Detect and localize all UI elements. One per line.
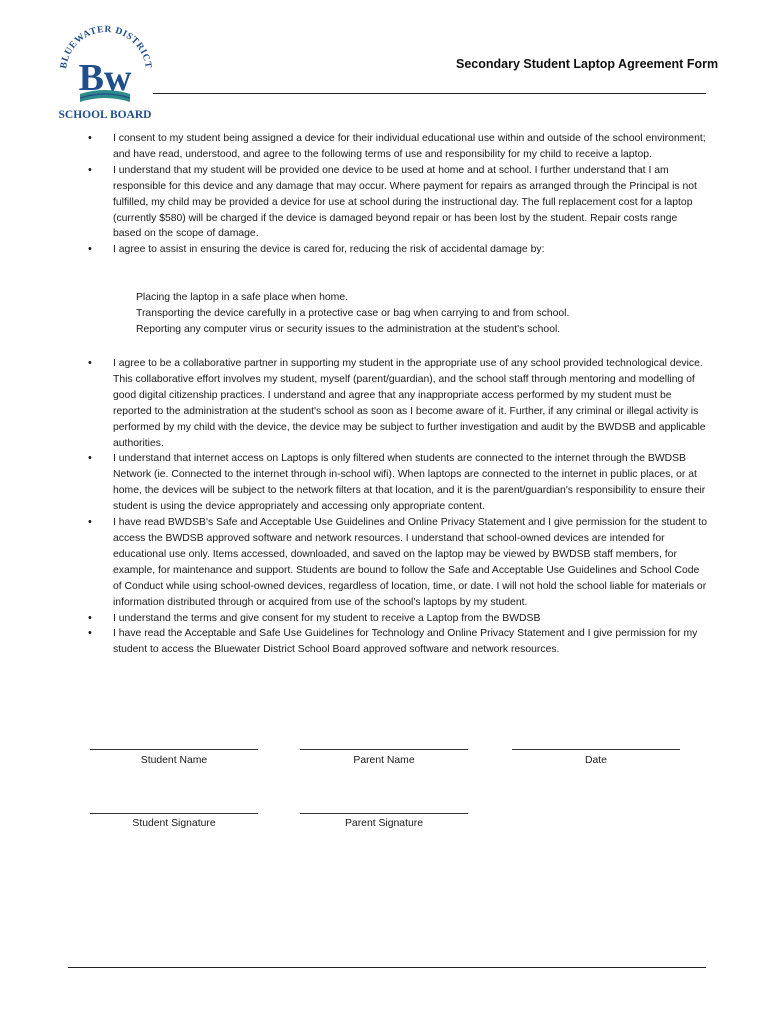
list-item: • I understand that my student will be provided one device to be used at home and at school. I further understand that I am responsible for this device and any damage that may occur. Where payment for repairs as arranged through the Principal is not fulfilled, my child may be provided a device for use at school during the instructional day. The full replacement cost for a laptop (currently $580) will be charged if the device is damaged beyond repair or has been lost by the student. Repair costs range based on the scope of damage.: [88, 163, 708, 243]
consent-list: [88, 131, 708, 258]
footer-divider: [68, 967, 706, 968]
list-item: • I agree to be a collaborative partner in supporting my student in the appropriate use of any school provided technological device. This collaborative effort involves my student, myself (parent/guardian), and the school staff through mentoring and modelling of good digital citizenship practices. I understand and agree that any inappropriate access performed by my student must be reported to the administration at the student's school as soon as I become aware of it. Further, if any criminal or illegal activity is performed by my child with the device, the device may be subject to further investigation and audit by the BWDSB and applicable authorities.: [88, 356, 708, 451]
logo-monogram: Bw: [78, 57, 132, 99]
date-label: Date: [585, 755, 607, 766]
student-signature-field[interactable]: [90, 813, 258, 814]
student-signature-label: Student Signature: [132, 818, 216, 829]
date-field[interactable]: [512, 749, 680, 750]
list-item: • I consent to my student being assigned a device for their individual educational use within and outside of the school environment; and have read, understood, and agree to the following terms of use and responsibility for my child to receive a laptop.: [88, 131, 708, 163]
list-item: • I understand the terms and give consent for my student to receive a Laptop from the BWDSB: [88, 611, 708, 627]
logo-arc-text: BLUEWATER DISTRICT: [59, 24, 153, 70]
parent-signature-field[interactable]: [300, 813, 468, 814]
student-name-label: Student Name: [140, 755, 208, 766]
care-step: Reporting any computer virus or security issues to the administration at the student's school.: [136, 323, 561, 335]
list-item: • I have read BWDSB's Safe and Acceptable Use Guidelines and Online Privacy Statement and I give permission for the student to access the BWDSB approved software and network resources. I understand that school-owned devices are intended for educational use only. Items accessed, downloaded, and saved on the laptop may be viewed by BWDSB staff members, for example, for maintenance and support. Students are bound to follow the Safe and Acceptable Use Guidelines and School Code of Conduct while using school-owned devices, regardless of location, time, or date. I will not hold the school liable for materials or information distributed through or acquired from use of the school's laptops by my student.: [88, 515, 708, 610]
logo-bottom-text: SCHOOL BOARD: [58, 109, 152, 121]
parent-name-label: Parent Name: [353, 755, 415, 766]
consent-list-continued: [88, 356, 708, 658]
care-steps: [136, 290, 569, 338]
parent-name-field[interactable]: [300, 749, 468, 750]
school-board-logo: [56, 10, 154, 122]
header-divider: [153, 93, 706, 94]
logo-emblem: [56, 10, 154, 122]
list-item: • I have read the Acceptable and Safe Use Guidelines for Technology and Online Privacy Statement and I give permission for my student to access the Bluewater District School Board approved software and network resources.: [88, 626, 708, 658]
parent-signature-label: Parent Signature: [345, 818, 423, 829]
care-step: Transporting the device carefully in a protective case or bag when carrying to and from school.: [136, 307, 570, 319]
care-step: Placing the laptop in a safe place when home.: [136, 292, 348, 303]
page-title: Secondary Student Laptop Agreement Form: [456, 57, 719, 71]
list-item: • I understand that internet access on Laptops is only filtered when students are connected to the internet through the BWDSB Network (ie. Connected to the internet through in-school wifi). When laptops are connected to the internet in public places, or at home, the devices will be subject to the network filters at that location, and it is the parent/guardian's responsibility to ensure their student is using the device appropriately and accessing only appropriate content.: [88, 451, 708, 515]
student-name-field[interactable]: [90, 749, 258, 750]
list-item: • I agree to assist in ensuring the device is cared for, reducing the risk of accidental damage by:: [88, 242, 708, 258]
